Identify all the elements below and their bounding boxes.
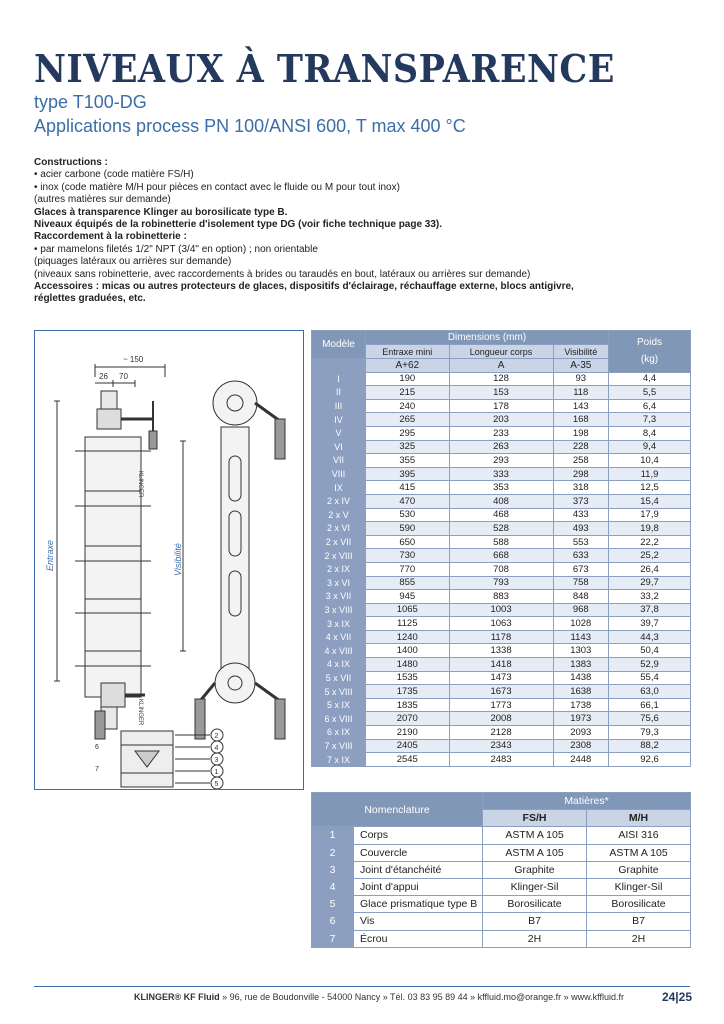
table-cell: 190 bbox=[366, 372, 450, 386]
table-cell: 79,3 bbox=[609, 726, 691, 740]
table-cell: 233 bbox=[449, 426, 553, 440]
table-row bbox=[312, 658, 691, 672]
row-model: 5 x VIII bbox=[312, 685, 366, 699]
sub-longueur: Longueur corps bbox=[449, 345, 553, 359]
table-cell: 2483 bbox=[449, 753, 553, 767]
callout-number: 4 bbox=[214, 745, 219, 752]
table-cell: 1735 bbox=[366, 685, 450, 699]
table-cell: 590 bbox=[366, 522, 450, 536]
row-model: IV bbox=[312, 413, 366, 427]
table-cell: 168 bbox=[553, 413, 608, 427]
table-cell: 5,5 bbox=[609, 386, 691, 400]
table-cell: 203 bbox=[449, 413, 553, 427]
dimensions-table bbox=[311, 330, 691, 767]
table-cell: 668 bbox=[449, 549, 553, 563]
table-row bbox=[312, 630, 691, 644]
table-cell: 2545 bbox=[366, 753, 450, 767]
table-cell: 770 bbox=[366, 562, 450, 576]
table-cell: 1638 bbox=[553, 685, 608, 699]
table-cell: 7,3 bbox=[609, 413, 691, 427]
table-cell: 395 bbox=[366, 467, 450, 481]
table-cell: 240 bbox=[366, 399, 450, 413]
table-cell: 2H bbox=[483, 930, 587, 947]
table-row bbox=[312, 726, 691, 740]
table-cell: 2405 bbox=[366, 739, 450, 753]
table-cell: Graphite bbox=[587, 861, 691, 878]
table-row bbox=[312, 508, 691, 522]
table-cell: 758 bbox=[553, 576, 608, 590]
footer-contact: » 96, rue de Boudonville - 54000 Nancy » Tél. 03 83 95 89 44 » kffluid.mo@orange.fr » www.kffluid.fr bbox=[219, 992, 624, 1002]
table-cell: 29,7 bbox=[609, 576, 691, 590]
table-row bbox=[312, 671, 691, 685]
table-cell: 553 bbox=[553, 535, 608, 549]
row-number: 3 bbox=[312, 861, 354, 878]
table-cell: 15,4 bbox=[609, 494, 691, 508]
row-model: 4 x VII bbox=[312, 630, 366, 644]
desc-line: Niveaux équipés de la robinetterie d'isolement type DG (voir fiche technique page 33). bbox=[34, 219, 443, 231]
table-cell: 75,6 bbox=[609, 712, 691, 726]
table-cell: 26,4 bbox=[609, 562, 691, 576]
formula-longueur: A bbox=[449, 359, 553, 373]
table-cell: 25,2 bbox=[609, 549, 691, 563]
dim-70-label: 70 bbox=[119, 372, 128, 381]
table-cell: 9,4 bbox=[609, 440, 691, 454]
desc-line: (niveaux sans robinetterie, avec raccordements à brides ou taraudés en bout, latéraux ou arrières sur demande) bbox=[34, 268, 531, 280]
row-part-name: Joint d'appui bbox=[354, 878, 483, 895]
table-cell: 493 bbox=[553, 522, 608, 536]
page-title: NIVEAUX À TRANSPARENCE bbox=[34, 46, 615, 91]
table-cell: 228 bbox=[553, 440, 608, 454]
table-cell: 1063 bbox=[449, 617, 553, 631]
table-cell: Borosilicate bbox=[483, 896, 587, 913]
table-row bbox=[312, 481, 691, 495]
table-cell: 1835 bbox=[366, 698, 450, 712]
row-number: 4 bbox=[312, 878, 354, 895]
table-cell: 333 bbox=[449, 467, 553, 481]
table-cell: 318 bbox=[553, 481, 608, 495]
table-row bbox=[312, 549, 691, 563]
table-cell: 10,4 bbox=[609, 454, 691, 468]
table-cell: 633 bbox=[553, 549, 608, 563]
table-cell: ASTM A 105 bbox=[483, 844, 587, 861]
row-model: V bbox=[312, 426, 366, 440]
footer-brand: KLINGER® KF Fluid bbox=[133, 992, 220, 1002]
table-cell: 1383 bbox=[553, 658, 608, 672]
table-cell: 92,6 bbox=[609, 753, 691, 767]
table-cell: 1065 bbox=[366, 603, 450, 617]
table-cell: 1473 bbox=[449, 671, 553, 685]
row-model: 2 x IX bbox=[312, 562, 366, 576]
col-nomenclature: Nomenclature bbox=[312, 793, 483, 827]
table-cell: 2448 bbox=[553, 753, 608, 767]
table-cell: 373 bbox=[553, 494, 608, 508]
callout-number: 3 bbox=[214, 757, 219, 764]
row-model: VI bbox=[312, 440, 366, 454]
desc-line: Constructions : bbox=[34, 157, 108, 168]
table-row bbox=[312, 753, 691, 767]
table-row bbox=[312, 827, 691, 844]
table-cell: B7 bbox=[483, 913, 587, 930]
table-row bbox=[312, 896, 691, 913]
table-cell: 258 bbox=[553, 454, 608, 468]
table-cell: 2H bbox=[587, 930, 691, 947]
table-cell: 93 bbox=[553, 372, 608, 386]
table-cell: 468 bbox=[449, 508, 553, 522]
page-subtitle-type: type T100-DG bbox=[34, 92, 147, 112]
page-number: 24|25 bbox=[661, 990, 692, 1004]
row-model: 5 x VII bbox=[312, 671, 366, 685]
table-cell: 295 bbox=[366, 426, 450, 440]
table-cell: 793 bbox=[449, 576, 553, 590]
col-mh: M/H bbox=[587, 810, 691, 827]
table-cell: 44,3 bbox=[609, 630, 691, 644]
desc-line: Glaces à transparence Klinger au borosilicate type B. bbox=[34, 206, 288, 218]
table-cell: 355 bbox=[366, 454, 450, 468]
table-row bbox=[312, 467, 691, 481]
table-cell: 708 bbox=[449, 562, 553, 576]
table-cell: 178 bbox=[449, 399, 553, 413]
sub-visibilite: Visibilité bbox=[553, 345, 608, 359]
table-cell: 2008 bbox=[449, 712, 553, 726]
desc-line: Raccordement à la robinetterie : bbox=[34, 231, 187, 243]
table-cell: 1738 bbox=[553, 698, 608, 712]
table-cell: 1480 bbox=[366, 658, 450, 672]
table-row bbox=[312, 603, 691, 617]
row-model: IX bbox=[312, 481, 366, 495]
table-cell: 11,9 bbox=[609, 467, 691, 481]
col-matieres: Matières* bbox=[483, 793, 691, 810]
table-row bbox=[312, 413, 691, 427]
dim-150-label: ~ 150 bbox=[123, 355, 144, 364]
row-model: 3 x IX bbox=[312, 617, 366, 631]
table-row bbox=[312, 386, 691, 400]
desc-line: réglettes graduées, etc. bbox=[34, 293, 146, 305]
table-cell: 12,5 bbox=[609, 481, 691, 495]
table-cell: 528 bbox=[449, 522, 553, 536]
row-model: VIII bbox=[312, 467, 366, 481]
table-cell: 1240 bbox=[366, 630, 450, 644]
table-cell: 883 bbox=[449, 590, 553, 604]
table-cell: 1400 bbox=[366, 644, 450, 658]
table-cell: 8,4 bbox=[609, 426, 691, 440]
table-row bbox=[312, 562, 691, 576]
table-cell: 118 bbox=[553, 386, 608, 400]
table-cell: 2128 bbox=[449, 726, 553, 740]
table-row bbox=[312, 739, 691, 753]
table-row bbox=[312, 522, 691, 536]
entraxe-label: Entraxe bbox=[45, 539, 55, 571]
table-cell: 325 bbox=[366, 440, 450, 454]
table-cell: 2093 bbox=[553, 726, 608, 740]
table-row bbox=[312, 426, 691, 440]
table-cell: 1125 bbox=[366, 617, 450, 631]
col-poids bbox=[609, 331, 691, 373]
desc-line: • inox (code matière M/H pour pièces en contact avec le fluide ou M pour tout inox) bbox=[34, 181, 400, 193]
row-number: 5 bbox=[312, 896, 354, 913]
table-cell: 470 bbox=[366, 494, 450, 508]
desc-line: (piquages latéraux ou arrières sur demande) bbox=[34, 256, 232, 268]
row-model: 4 x VIII bbox=[312, 644, 366, 658]
table-cell: Klinger-Sil bbox=[587, 878, 691, 895]
table-row bbox=[312, 913, 691, 930]
table-row bbox=[312, 698, 691, 712]
desc-line: Accessoires : micas ou autres protecteurs de glaces, dispositifs d'éclairage, réchauffage externe, blocs antigivre, bbox=[34, 281, 574, 293]
callout-number: 5 bbox=[214, 781, 219, 788]
dim-26-label: 26 bbox=[99, 372, 108, 381]
table-cell: 650 bbox=[366, 535, 450, 549]
col-poids-label: Poids bbox=[636, 337, 662, 349]
table-cell: 408 bbox=[449, 494, 553, 508]
table-cell: 1338 bbox=[449, 644, 553, 658]
row-model: 3 x VI bbox=[312, 576, 366, 590]
row-number: 2 bbox=[312, 844, 354, 861]
row-model: 7 x IX bbox=[312, 753, 366, 767]
table-cell: 415 bbox=[366, 481, 450, 495]
table-cell: 263 bbox=[449, 440, 553, 454]
table-cell: 530 bbox=[366, 508, 450, 522]
row-part-name: Joint d'étanchéité bbox=[354, 861, 483, 878]
row-model: 6 x VIII bbox=[312, 712, 366, 726]
page-subtitle-application: Applications process PN 100/ANSI 600, T max 400 °C bbox=[34, 116, 466, 136]
row-number: 1 bbox=[312, 827, 354, 844]
table-row bbox=[312, 930, 691, 947]
table-cell: ASTM A 105 bbox=[587, 844, 691, 861]
table-row bbox=[312, 372, 691, 386]
table-cell: 855 bbox=[366, 576, 450, 590]
table-cell: 433 bbox=[553, 508, 608, 522]
table-cell: 1418 bbox=[449, 658, 553, 672]
table-cell: B7 bbox=[587, 913, 691, 930]
row-model: 5 x IX bbox=[312, 698, 366, 712]
row-model: VII bbox=[312, 454, 366, 468]
formula-visibilite: A-35 bbox=[553, 359, 608, 373]
table-cell: 265 bbox=[366, 413, 450, 427]
table-cell: AISI 316 bbox=[587, 827, 691, 844]
row-model: 2 x V bbox=[312, 508, 366, 522]
col-modele: Modèle bbox=[312, 331, 366, 359]
table-cell: 128 bbox=[449, 372, 553, 386]
formula-entraxe: A+62 bbox=[366, 359, 450, 373]
table-cell: 1535 bbox=[366, 671, 450, 685]
row-part-name: Couvercle bbox=[354, 844, 483, 861]
table-cell: Klinger-Sil bbox=[483, 878, 587, 895]
table-row bbox=[312, 644, 691, 658]
table-cell: 198 bbox=[553, 426, 608, 440]
table-cell: 22,2 bbox=[609, 535, 691, 549]
table-row bbox=[312, 712, 691, 726]
materials-table bbox=[311, 792, 691, 948]
row-model: 2 x VI bbox=[312, 522, 366, 536]
table-row bbox=[312, 399, 691, 413]
table-cell: 353 bbox=[449, 481, 553, 495]
row-model: 4 x IX bbox=[312, 658, 366, 672]
row-model: 7 x VIII bbox=[312, 739, 366, 753]
row-model: 3 x VIII bbox=[312, 603, 366, 617]
table-cell: 1773 bbox=[449, 698, 553, 712]
row-part-name: Écrou bbox=[354, 930, 483, 947]
table-cell: 298 bbox=[553, 467, 608, 481]
row-part-name: Glace prismatique type B bbox=[354, 896, 483, 913]
table-cell: 63,0 bbox=[609, 685, 691, 699]
table-cell: 588 bbox=[449, 535, 553, 549]
table-cell: 673 bbox=[553, 562, 608, 576]
table-cell: 968 bbox=[553, 603, 608, 617]
table-cell: 39,7 bbox=[609, 617, 691, 631]
callout-number: 7 bbox=[95, 766, 99, 773]
table-cell: 6,4 bbox=[609, 399, 691, 413]
description-block bbox=[34, 157, 694, 306]
row-number: 6 bbox=[312, 913, 354, 930]
table-row bbox=[312, 576, 691, 590]
table-cell: 33,2 bbox=[609, 590, 691, 604]
table-row bbox=[312, 617, 691, 631]
table-cell: 4,4 bbox=[609, 372, 691, 386]
callout-number: 2 bbox=[214, 733, 219, 740]
table-cell: Graphite bbox=[483, 861, 587, 878]
table-row bbox=[312, 878, 691, 895]
table-cell: 50,4 bbox=[609, 644, 691, 658]
table-row bbox=[312, 440, 691, 454]
table-cell: 143 bbox=[553, 399, 608, 413]
table-cell: 215 bbox=[366, 386, 450, 400]
klinger-mark: KLINGER bbox=[137, 699, 143, 726]
desc-line: • acier carbone (code matière FS/H) bbox=[34, 169, 194, 181]
table-cell: 17,9 bbox=[609, 508, 691, 522]
table-cell: 1673 bbox=[449, 685, 553, 699]
col-dimensions: Dimensions (mm) bbox=[366, 331, 609, 345]
table-cell: 52,9 bbox=[609, 658, 691, 672]
row-model: 2 x VIII bbox=[312, 549, 366, 563]
row-part-name: Corps bbox=[354, 827, 483, 844]
row-model: III bbox=[312, 399, 366, 413]
table-cell: 88,2 bbox=[609, 739, 691, 753]
table-cell: 1178 bbox=[449, 630, 553, 644]
table-row bbox=[312, 590, 691, 604]
table-cell: 2308 bbox=[553, 739, 608, 753]
table-row bbox=[312, 535, 691, 549]
table-cell: 848 bbox=[553, 590, 608, 604]
table-cell: 1003 bbox=[449, 603, 553, 617]
row-model: 2 x IV bbox=[312, 494, 366, 508]
table-cell: 2190 bbox=[366, 726, 450, 740]
row-model: I bbox=[312, 372, 366, 386]
table-row bbox=[312, 494, 691, 508]
technical-drawing bbox=[34, 330, 304, 790]
row-model: 6 x IX bbox=[312, 726, 366, 740]
table-row bbox=[312, 861, 691, 878]
table-cell: 153 bbox=[449, 386, 553, 400]
table-cell: 730 bbox=[366, 549, 450, 563]
row-model: 3 x VII bbox=[312, 590, 366, 604]
table-cell: 1303 bbox=[553, 644, 608, 658]
table-cell: 37,8 bbox=[609, 603, 691, 617]
table-cell: 1973 bbox=[553, 712, 608, 726]
footer-address bbox=[134, 992, 624, 1002]
drawing-svg bbox=[35, 331, 303, 789]
table-cell: 66,1 bbox=[609, 698, 691, 712]
table-cell: 2070 bbox=[366, 712, 450, 726]
table-cell: 1028 bbox=[553, 617, 608, 631]
row-number: 7 bbox=[312, 930, 354, 947]
desc-line: • par mamelons filetés 1/2" NPT (3/4" en option) ; non orientable bbox=[34, 243, 318, 255]
callout-number: 1 bbox=[214, 769, 219, 776]
table-row bbox=[312, 685, 691, 699]
table-cell: 55,4 bbox=[609, 671, 691, 685]
table-cell: ASTM A 105 bbox=[483, 827, 587, 844]
col-fsh: FS/H bbox=[483, 810, 587, 827]
desc-line: (autres matières sur demande) bbox=[34, 194, 171, 206]
table-cell: 293 bbox=[449, 454, 553, 468]
row-model: 2 x VII bbox=[312, 535, 366, 549]
col-poids-unit: (kg) bbox=[640, 354, 659, 366]
row-part-name: Vis bbox=[354, 913, 483, 930]
row-model: II bbox=[312, 386, 366, 400]
table-cell: Borosilicate bbox=[587, 896, 691, 913]
table-cell: 2343 bbox=[449, 739, 553, 753]
table-cell: 1143 bbox=[553, 630, 608, 644]
table-cell: 945 bbox=[366, 590, 450, 604]
callout-number: 6 bbox=[95, 744, 99, 751]
table-row bbox=[312, 844, 691, 861]
table-cell: 1438 bbox=[553, 671, 608, 685]
table-cell: 19,8 bbox=[609, 522, 691, 536]
klinger-mark: KLINGER bbox=[137, 471, 143, 498]
sub-entraxe: Entraxe mini bbox=[366, 345, 450, 359]
visibilite-label: Visibilité bbox=[173, 543, 183, 576]
table-row bbox=[312, 454, 691, 468]
